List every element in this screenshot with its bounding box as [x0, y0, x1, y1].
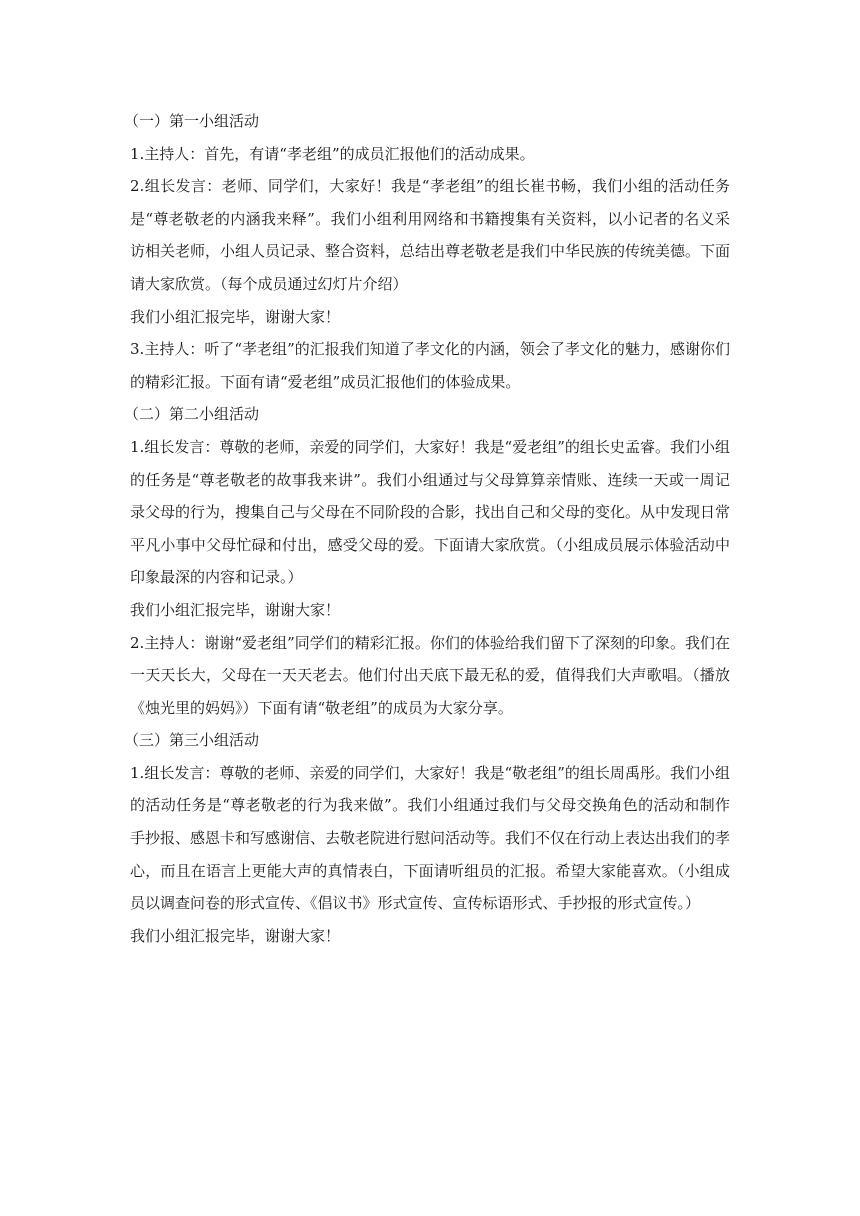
paragraph-closing-2: 我们小组汇报完毕，谢谢大家！ — [130, 600, 341, 619]
paragraph-leader-speech-1: 2.组长发言：老师、同学们，大家好！我是“孝老组”的组长崔书畅，我们小组的活动任务是“尊老敬老的内涵我来释”。我们小组利用网络和书籍搜集有关资料，以小记者的名义采访相关老师，小组人员记录、整合资料，总结出尊老敬老是我们中华民族的传统美德。下面请大家欣赏。（每个成员通过幻灯片介绍） — [130, 177, 731, 293]
paragraph-host-transition-2: 2.主持人：谢谢“爱老组”同学们的精彩汇报。你们的体验给我们留下了深刻的印象。我们在一天天长大，父母在一天天老去。他们付出天底下最无私的爱，值得我们大声歌唱。（播放《烛光里的妈妈》）下面有请“敬老组”的成员为大家分享。 — [130, 633, 730, 717]
paragraph-host-transition-1: 3.主持人：听了“孝老组”的汇报我们知道了孝文化的内涵，领会了孝文化的魅力，感谢你们的精彩汇报。下面有请“爱老组”成员汇报他们的体验成果。 — [130, 340, 730, 391]
section-heading-3: （三）第三小组活动 — [124, 731, 260, 750]
section-heading-1: （一）第一小组活动 — [124, 112, 260, 130]
paragraph-host-intro-1: 1.主持人：首先，有请“孝老组”的成员汇报他们的活动成果。 — [130, 144, 535, 163]
paragraph-leader-speech-3: 1.组长发言：尊敬的老师、亲爱的同学们，大家好！我是“敬老组”的组长周禹彤。我们小组的活动任务是“尊老敬老的行为我来做”。我们小组通过我们与父母交换角色的活动和制作手抄报、感恩卡和写感谢信、去敬老院进行慰问活动等。我们不仅在行动上表达出我们的孝心，而且在语言上更能大声的真情表白，下面请听组员的汇报。希望大家能喜欢。（小组成员以调查问卷的形式宣传、《倡议书》形式宣传、宣传标语形式、手抄报的形式宣传。） — [130, 763, 731, 913]
paragraph-leader-speech-2: 1.组长发言：尊敬的老师，亲爱的同学们，大家好！我是“爱老组”的组长史孟睿。我们小组的任务是“尊老敬老的故事我来讲”。我们小组通过与父母算算亲情账、连续一天或一周记录父母的行为，搜集自己与父母在不同阶段的合影，找出自己和父母的变化。从中发现日常平凡小事中父母忙碌和付出，感受父母的爱。下面请大家欣赏。（小组成员展示体验活动中印象最深的内容和记录。） — [130, 437, 731, 587]
paragraph-closing-3: 我们小组汇报完毕，谢谢大家！ — [130, 926, 341, 945]
section-heading-2: （二）第二小组活动 — [124, 405, 260, 424]
paragraph-closing-1: 我们小组汇报完毕，谢谢大家！ — [130, 307, 341, 326]
document-body — [124, 105, 731, 952]
